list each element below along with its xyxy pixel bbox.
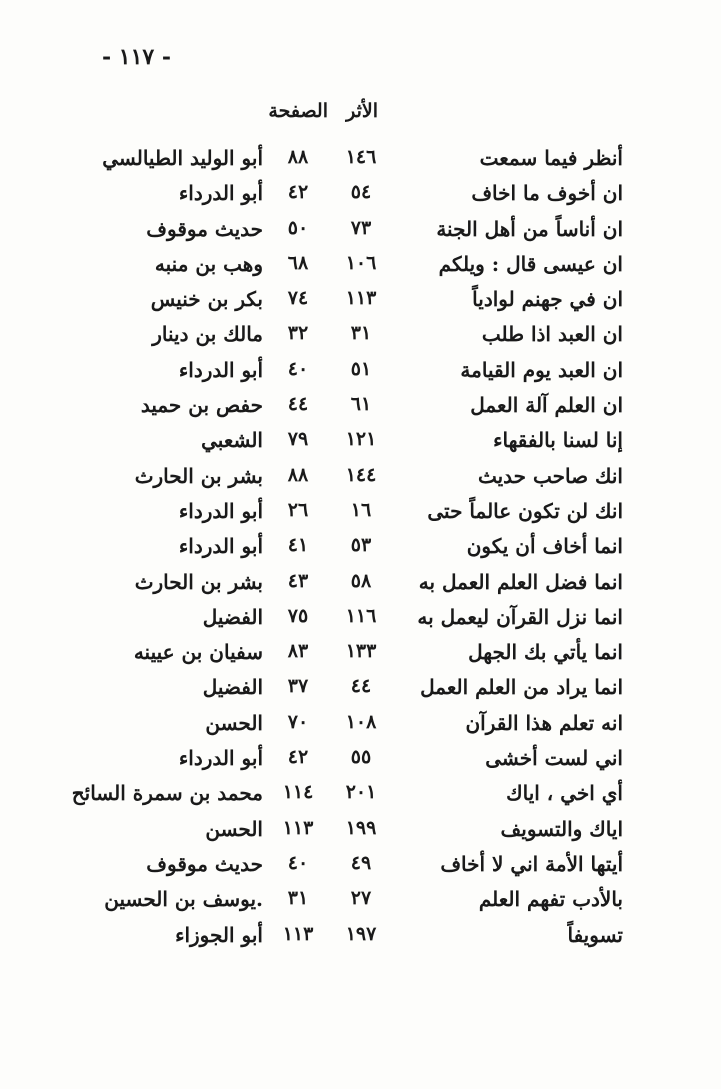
narrator: بشر بن الحارث [134,463,263,488]
narrator: حديث موقوف [146,216,263,241]
athar-ref: ٣١ [287,887,309,910]
page-number: - ١١٧ - [102,44,172,70]
index-row [0,283,721,318]
athar-ref: ٨٨ [287,146,309,168]
index-row [0,530,721,565]
athar-ref: ٤٠ [287,357,309,380]
column-headers [262,100,378,128]
entry-title: انك صاحب حديث [477,463,623,488]
narrator: حفص بن حميد [140,393,263,418]
page-ref: ٤٤ [350,675,372,698]
athar-ref: ٤٢ [287,746,309,769]
index-row [0,354,721,389]
page-ref: ٤٩ [350,851,372,874]
entry-title: ان العلم آلة العمل [470,393,623,418]
index-row [0,248,721,283]
narrator: أبو الدرداء [178,534,263,559]
athar-ref: ٤١ [287,534,309,557]
narrator: حديث موقوف [146,851,263,876]
athar-ref: ١١٣ [282,922,314,945]
index-row [0,883,721,918]
entry-title: أيتها الأمة اني لا أخاف [440,851,623,876]
index-list [0,142,721,954]
page-ref: ٥١ [350,357,372,380]
narrator: الفضيل [202,675,263,700]
athar-ref: ٨٨ [287,463,309,486]
narrator: وهب بن منبه [154,251,263,276]
page-ref: ١٢١ [345,428,377,451]
header-athar: الأثر [346,100,378,122]
entry-title: ان أناساً من أهل الجنة [436,216,623,241]
entry-title: انك لن تكون عالماً حتى [427,498,623,523]
athar-ref: ٤٢ [287,181,309,204]
page-ref: ١٠٨ [345,710,377,733]
athar-ref: ٢٦ [287,498,309,521]
page-ref: ٥٤ [350,181,372,204]
page-ref: ٧٣ [350,216,372,239]
index-row [0,919,721,954]
narrator: الفضيل [202,604,263,629]
page-ref: ١٤٤ [345,463,377,486]
page-ref: ٢٧ [350,887,372,910]
index-row [0,318,721,353]
page-ref: ٥٨ [350,569,372,592]
entry-title: أي اخي ، اياك [506,781,623,806]
narrator: أبو الدرداء [178,498,263,523]
entry-title: اني لست أخشى [485,746,623,771]
page-ref: ١٦ [350,498,372,521]
entry-title: انما نزل القرآن ليعمل به [417,604,623,629]
entry-title: انه تعلم هذا القرآن [465,710,623,735]
index-row [0,213,721,248]
entry-title: ان العبد اذا طلب [481,322,623,347]
page-ref: ١١٦ [345,604,377,627]
index-row [0,813,721,848]
narrator: أبو الجوزاء [175,922,263,947]
index-row [0,424,721,459]
athar-ref: ٨٣ [287,640,309,663]
athar-ref: ٧٠ [287,710,309,733]
entry-title: بالأدب تفهم العلم [478,887,623,912]
entry-title: انما فضل العلم العمل به [418,569,623,594]
page-ref: ١٤٦ [345,146,377,168]
page-ref: ٢٠١ [345,781,377,804]
narrator: أبو الدرداء [178,181,263,206]
index-row [0,742,721,777]
narrator: بشر بن الحارث [134,569,263,594]
athar-ref: ٣٢ [287,322,309,345]
index-row [0,389,721,424]
index-row [0,601,721,636]
index-row [0,848,721,883]
athar-ref: ٥٠ [287,216,309,239]
narrator: بكر بن خنيس [150,287,263,312]
entry-title: أنظر فيما سمعت [479,146,623,170]
entry-title: انما يأتي بك الجهل [468,640,623,665]
index-row [0,177,721,212]
entry-title: ان في جهنم لوادياً [472,287,623,312]
athar-ref: ١١٣ [282,816,314,839]
athar-ref: ٤٤ [287,393,309,416]
page-ref: ١٠٦ [345,251,377,274]
page-ref: ١٣٣ [345,640,377,663]
index-row [0,777,721,812]
narrator: مالك بن دينار [152,322,263,347]
page-ref: ١١٣ [345,287,377,310]
index-row [0,636,721,671]
entry-title: إنا لسنا بالفقهاء [493,428,623,453]
entry-title: ان عيسى قال : ويلكم [438,251,623,276]
narrator: الحسن [205,710,263,735]
page-ref: ٥٥ [350,746,372,769]
athar-ref: ١١٤ [282,781,314,804]
narrator: أبو الدرداء [178,746,263,771]
page-ref: ٣١ [350,322,372,345]
athar-ref: ٤٠ [287,851,309,874]
athar-ref: ٧٩ [287,428,309,451]
narrator: الشعبي [201,428,263,453]
athar-ref: ٧٤ [287,287,309,310]
index-row [0,671,721,706]
index-row [0,707,721,742]
entry-title: انما يراد من العلم العمل [420,675,623,700]
athar-ref: ٤٣ [287,569,309,592]
narrator: أبو الوليد الطيالسي [102,146,263,170]
entry-title: ان العبد يوم القيامة [460,357,623,382]
narrator: .يوسف بن الحسين [104,887,263,912]
index-row [0,142,721,177]
page-ref: ٥٣ [350,534,372,557]
narrator: أبو الدرداء [178,357,263,382]
index-row [0,566,721,601]
entry-title: انما أخاف أن يكون [466,534,623,559]
header-page: الصفحة [268,100,328,122]
narrator: الحسن [205,816,263,841]
page-ref: ١٩٩ [345,816,377,839]
athar-ref: ٧٥ [287,604,309,627]
index-row [0,460,721,495]
narrator: سفيان بن عيينه [133,640,263,665]
entry-title: ان أخوف ما اخاف [471,181,623,206]
entry-title: تسويفاً [567,922,623,947]
athar-ref: ٦٨ [287,251,309,274]
page-ref: ٦١ [350,393,372,416]
page-ref: ١٩٧ [345,922,377,945]
narrator: محمد بن سمرة السائح [71,781,263,806]
entry-title: اياك والتسويف [500,816,623,841]
athar-ref: ٣٧ [287,675,309,698]
index-row [0,495,721,530]
